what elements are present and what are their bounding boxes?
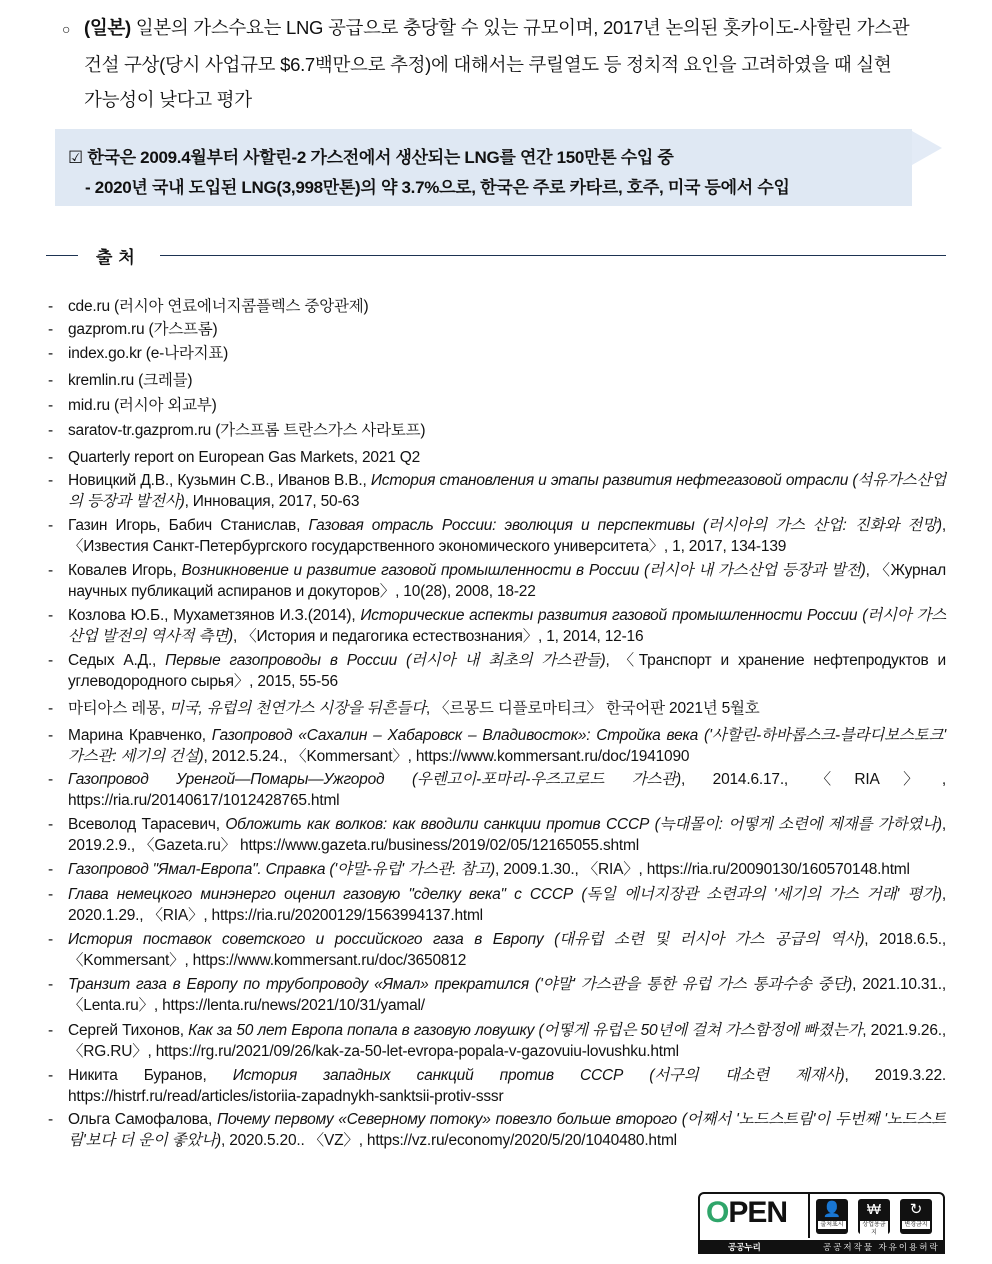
reference-author: gazprom.ru (가스프롬) xyxy=(68,321,218,338)
reference-details: , 〈Транспорт и хранение нефтепродуктов и углеводородного сырья〉, 2015, 55-56 xyxy=(68,652,946,690)
dash-marker: - xyxy=(48,727,53,744)
reference-title: Как за 50 лет Европа попала в газовую ловушку (어떻게 유럽은 50년에 걸쳐 가스함정에 빠졌는가 xyxy=(188,1022,863,1039)
reference-author: kremlin.ru (크레믈) xyxy=(68,372,193,389)
reference-author: Quarterly report on European Gas Markets, 2021 Q2 xyxy=(68,449,421,466)
reference-item xyxy=(48,515,946,557)
reference-author: Никита Буранов, xyxy=(68,1067,233,1084)
reference-title: Исторические аспекты развития газовой промышленности России (러시아 가스산업 발전의 역사적 측면) xyxy=(68,607,947,645)
reference-author: Ольга Самофалова, xyxy=(68,1111,217,1128)
dash-marker: - xyxy=(48,397,53,414)
reference-title: Газопровод «Сахалин – Хабаровск – Владивосток»: Стройка века ('사할린-하바롭스크-블라디보스토크' 가스관: 세기의 건설) xyxy=(68,727,946,765)
reference-item xyxy=(48,447,946,468)
reference-author: Ковалев Игорь, xyxy=(68,562,182,579)
sources-title: 출처 xyxy=(96,248,141,267)
paragraph-lead: (일본) xyxy=(84,17,131,38)
reference-list xyxy=(48,294,946,1151)
dash-marker: - xyxy=(48,976,53,993)
dash-marker: - xyxy=(48,607,53,624)
reference-author: saratov-tr.gazprom.ru (가스프롬 트란스가스 사라토프) xyxy=(68,422,426,439)
reference-item xyxy=(48,725,946,767)
reference-item xyxy=(48,370,946,391)
reference-author: cde.ru (러시아 연료에너지콤플렉스 중앙관제) xyxy=(68,298,369,315)
dash-marker: - xyxy=(48,321,53,338)
reference-details: , Инновация, 2017, 50-63 xyxy=(184,493,360,510)
dash-marker: - xyxy=(48,422,53,439)
reference-details: , 〈르몽드 디플로마티크〉 한국어판 2021년 5월호 xyxy=(425,700,760,717)
reference-author: Седых А.Д., xyxy=(68,652,166,669)
open-wordmark: OPEN xyxy=(706,1196,788,1229)
heading-rule-left xyxy=(46,255,78,256)
reference-title: Газовая отрасль России: эволюция и перспективы (러시아의 가스 산업: 진화와 전망) xyxy=(308,517,942,534)
reference-item xyxy=(48,884,946,926)
reference-details: , 2019.3.22. https://histrf.ru/read/articles/istoriia-zapadnykh-sanktsii-protiv-sssr xyxy=(68,1067,946,1105)
reference-author: Всеволод Тарасевич, xyxy=(68,816,226,833)
callout-line-1: ☑ 한국은 2009.4월부터 사할린-2 가스전에서 생산되는 LNG를 연간 150만톤 수입 중 xyxy=(68,148,674,167)
reference-title: Газопровод "Ямал-Европа". Справка ('야말-유럽' 가스관. 참고) xyxy=(68,861,496,878)
reference-details: , 〈Журнал научных публикаций аспиранов и докуторов〉, 10(28), 2008, 18-22 xyxy=(68,562,946,600)
reference-details: , 2021.9.26., 〈RG.RU〉, https://rg.ru/2021/09/26/kak-za-50-let-evropa-popala-v-gazovuiu-lovushku.html xyxy=(68,1022,946,1060)
no-commercial-icon: ₩ 상업용금지 xyxy=(858,1199,890,1234)
dash-marker: - xyxy=(48,931,53,948)
reference-title: Глава немецкого минэнерго оценил газовую "сделку века" с СССР (독일 에너지장관 소련과의 '세기의 가스 거래' 평가) xyxy=(68,886,942,903)
reference-title: Первые газопроводы в России (러시아 내 최초의 가스관들) xyxy=(165,652,606,669)
reference-author: Газин Игорь, Бабич Станислав, xyxy=(68,517,309,534)
dash-marker: - xyxy=(48,517,53,534)
dash-marker: - xyxy=(48,345,53,362)
reference-author: mid.ru (러시아 외교부) xyxy=(68,397,217,414)
heading-rule-right xyxy=(160,255,946,256)
checkbox-icon: ☑ xyxy=(68,148,83,167)
reference-item xyxy=(48,560,946,602)
reference-author: Сергей Тихонов, xyxy=(68,1022,189,1039)
reference-title: История становления и этапы развития нефтегазовой отрасли (석유가스산업의 등장과 발전사) xyxy=(68,472,946,510)
reference-details: , 〈Известия Санкт-Петербургского государственного экономического университета〉, 1, 2017, 134-139 xyxy=(68,517,946,555)
reference-item xyxy=(48,319,946,340)
reference-details: , 〈История и педагогика естествознания〉, 1, 2014, 12-16 xyxy=(233,628,644,645)
reference-details: , 2020.5.20.. 〈VZ〉, https://vz.ru/economy/2020/5/20/1040480.html xyxy=(221,1132,677,1149)
reference-author: 마티아스 레몽, xyxy=(68,700,169,717)
reference-item xyxy=(48,395,946,416)
logo-divider xyxy=(808,1194,810,1238)
reference-details: , 2018.6.5., 〈Kommersant〉, https://www.kommersant.ru/doc/3650812 xyxy=(68,931,946,969)
reference-details: , 2020.1.29., 〈RIA〉, https://ria.ru/20200129/1563994137.html xyxy=(68,886,946,924)
reference-title: Газопровод Уренгой—Помары—Ужгород (우렌고이-포마리-우즈고로드 가스관) xyxy=(68,771,681,788)
reference-author: Марина Кравченко, xyxy=(68,727,212,744)
reference-item xyxy=(48,859,946,880)
reference-details: , 2014.6.17., 〈RIA〉, https://ria.ru/20140617/1012428765.html xyxy=(68,771,946,809)
dash-marker: - xyxy=(48,886,53,903)
reference-title: Обложить как волков: как вводили санкции против СССР (늑대몰이: 어떻게 소련에 제재를 가하였나) xyxy=(225,816,942,833)
dash-marker: - xyxy=(48,372,53,389)
reference-details: , 2012.5.24., 〈Kommersant〉, https://www.kommersant.ru/doc/1941090 xyxy=(203,748,690,765)
reference-item xyxy=(48,814,946,856)
dash-marker: - xyxy=(48,562,53,579)
reference-item xyxy=(48,605,946,647)
dash-marker: - xyxy=(48,1022,53,1039)
paragraph-line-2: 건설 구상(당시 사업규모 $6.7백만으로 추정)에 대해서는 쿠릴열도 등 정치적 요인을 고려하였을 때 실현 xyxy=(84,54,892,75)
dash-marker: - xyxy=(48,449,53,466)
bullet-icon: ○ xyxy=(62,21,71,37)
reference-item xyxy=(48,343,946,364)
paragraph-line-1: 일본의 가스수요는 LNG 공급으로 충당할 수 있는 규모이며, 2017년 논의된 홋카이도-사할린 가스관 xyxy=(130,17,910,38)
reference-details: , 2021.10.31., 〈Lenta.ru〉, https://lenta.ru/news/2021/10/31/yamal/ xyxy=(68,976,946,1014)
attribution-icon: 👤 출처표시 xyxy=(816,1199,848,1234)
dash-marker: - xyxy=(48,1067,53,1084)
dash-marker: - xyxy=(48,771,53,788)
reference-title: 미국, 유럽의 천연가스 시장을 뒤흔들다 xyxy=(168,700,426,717)
kogl-license-logo xyxy=(698,1192,943,1254)
reference-item xyxy=(48,974,946,1016)
callout-arrow-icon xyxy=(912,131,942,165)
reference-details: , 2019.2.9., 〈Gazeta.ru〉 https://www.gazeta.ru/business/2019/02/05/12165055.shtml xyxy=(68,816,946,854)
reference-item xyxy=(48,929,946,971)
sources-heading xyxy=(46,243,946,267)
no-derivatives-icon: ↻ 변경금지 xyxy=(900,1199,932,1234)
reference-item xyxy=(48,420,946,441)
reference-item xyxy=(48,698,946,719)
dash-marker: - xyxy=(48,861,53,878)
korea-callout-box xyxy=(55,129,912,206)
reference-title: Почему первому «Северному потоку» повезло больше второго (어째서 '노드스트림'이 두번째 '노드스트림'보다 더 운이 좋았나) xyxy=(68,1111,946,1149)
reference-author: Новицкий Д.В., Кузьмин С.В., Иванов В.В., xyxy=(68,472,371,489)
reference-item xyxy=(48,1065,946,1107)
dash-marker: - xyxy=(48,700,53,717)
callout-line-2: - 2020년 국내 도입된 LNG(3,998만톤)의 약 3.7%으로, 한국은 주로 카타르, 호주, 미국 등에서 수입 xyxy=(85,178,790,197)
reference-author: index.go.kr (e-나라지표) xyxy=(68,345,229,362)
reference-title: История поставок советского и российского газа в Европу (대유럽 소련 및 러시아 가스 공급의 역사) xyxy=(68,931,865,948)
logo-caption-bar: 공공누리 공공저작물 자유이용허락 xyxy=(698,1240,945,1254)
reference-item xyxy=(48,650,946,692)
dash-marker: - xyxy=(48,652,53,669)
paragraph-line-3: 가능성이 낮다고 평가 xyxy=(84,89,252,110)
reference-details: , 2009.1.30., 〈RIA〉, https://ria.ru/20090130/160570148.html xyxy=(495,861,910,878)
dash-marker: - xyxy=(48,298,53,315)
reference-item xyxy=(48,769,946,811)
reference-title: Транзит газа в Европу по трубопроводу «Ямал» прекратился ('야말' 가스관을 통한 유럽 가스 통과수송 중단) xyxy=(68,976,853,993)
reference-item xyxy=(48,1020,946,1062)
dash-marker: - xyxy=(48,472,53,489)
japan-paragraph xyxy=(62,10,946,117)
reference-item xyxy=(48,1109,946,1151)
dash-marker: - xyxy=(48,1111,53,1128)
reference-title: История западных санкций против СССР (서구의 대소련 제재사) xyxy=(232,1067,845,1084)
reference-author: Козлова Ю.Б., Мухаметзянов И.З.(2014), xyxy=(68,607,361,624)
reference-item xyxy=(48,470,946,512)
reference-item xyxy=(48,296,946,317)
reference-title: Возникновение и развитие газовой промышленности в России (러시아 내 가스산업 등장과 발전) xyxy=(181,562,866,579)
dash-marker: - xyxy=(48,816,53,833)
